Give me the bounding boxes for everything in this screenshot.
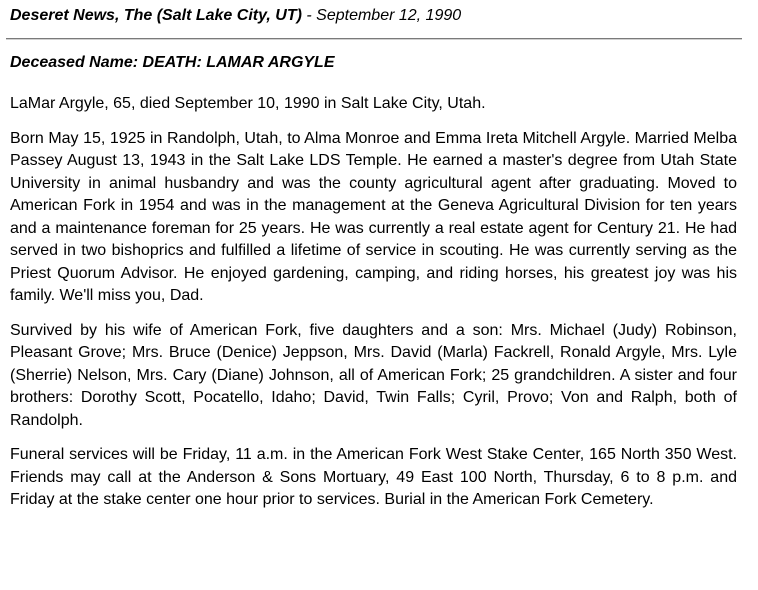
publication-name: Deseret News, The (Salt Lake City, UT) xyxy=(10,7,302,24)
deceased-name-heading: Deceased Name: DEATH: LAMAR ARGYLE xyxy=(10,54,335,71)
publication-date: September 12, 1990 xyxy=(316,7,462,24)
obituary-paragraph-survivors: Survived by his wife of American Fork, five daughters and a son: Mrs. Michael (Judy) Robinson, Pleasant Grove; Mrs. Bruce (Denice) Jeppson, Mrs. David (Marla) Fackrell, Ronald Argyle, Mrs. Lyle (Sherrie) Nelson, Mrs. Cary (Diane) Johnson, all of American Fork; 25 grandchildren. A sister and four brothers: Dorothy Scott, Pocatello, Idaho; David, Twin Falls; Cyril, Provo; Von and Ralph, both of Randolph. xyxy=(10,321,737,429)
header-divider xyxy=(6,38,742,40)
article-header xyxy=(10,6,461,26)
obituary-paragraph-services: Funeral services will be Friday, 11 a.m. in the American Fork West Stake Center, 165 North 350 West. Friends may call at the Anderson & Sons Mortuary, 49 East 100 North, Thursday, 6 to 8 p.m. and Friday at the stake center one hour prior to services. Burial in the American Fork Cemetery. xyxy=(10,446,737,508)
obituary-paragraph-biography: Born May 15, 1925 in Randolph, Utah, to Alma Monroe and Emma Ireta Mitchell Argyle. Married Melba Passey August 13, 1943 in the Salt Lake LDS Temple. He earned a master's degree from Utah State University in animal husbandry and was the county agricultural agent after graduating. Moved to American Fork in 1954 and was in the management at the Geneva Agricultural Division for ten years and a maintenance foreman for 25 years. He was currently a real estate agent for Century 21. He had served in two bishoprics and fulfilled a lifetime of service in scouting. He was currently serving as the Priest Quorum Advisor. He enjoyed gardening, camping, and riding horses, his greatest joy was his family. We'll miss you, Dad. xyxy=(10,129,737,304)
obituary-paragraph-death: LaMar Argyle, 65, died September 10, 1990 in Salt Lake City, Utah. xyxy=(10,95,486,112)
obituary-body xyxy=(10,93,737,524)
header-separator: - xyxy=(301,7,317,24)
